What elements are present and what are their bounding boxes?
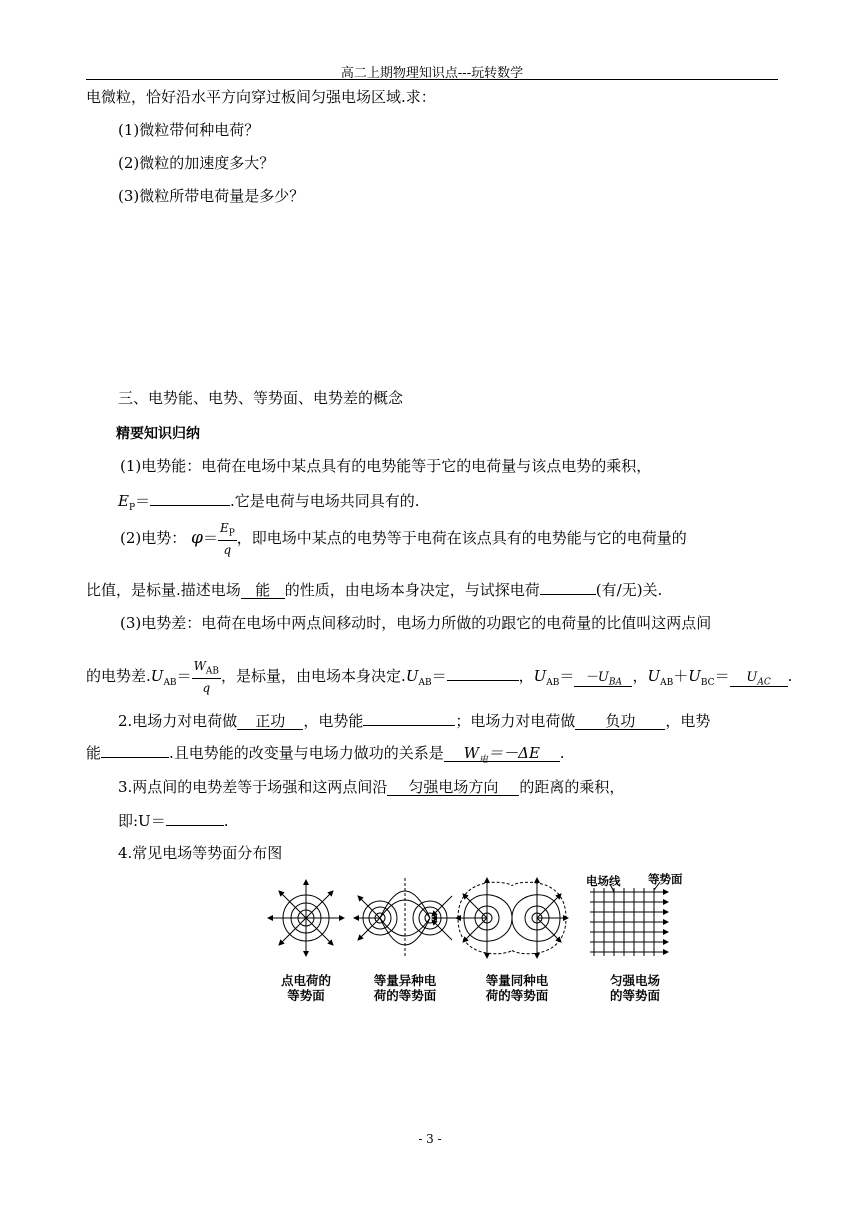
para-voltage-formula: 的电势差$.U_{AB}=$ $\frac{W_{AB}}{q}$ ，是标量，由电场本身决定$.U_{AB}=$ ，$U_{AB}= -U_{BA}$ ，$U_{AB}+U_{BC}= U_{AC}$ . [86,659,793,696]
caption-opposite-charges: 等量异种电 荷的等势面 [373,973,437,1003]
para-field-voltage-formula: 即:U＝ . [118,809,228,831]
question-1: (1)微粒带何种电荷？ [118,121,260,139]
para-potential-2: 比值，是标量.描述电场 能 的性质，由电场本身决定，与试探电荷 (有/无)关. [86,578,662,600]
potential-tail: ，即电场中某点的电势等于电荷在该点具有的电势能与它的电荷量的 [236,529,687,548]
ep-tail: .它是电荷与电场共同具有的. [230,492,420,510]
caption-point-charge: 点电荷的 等势面 [280,973,331,1003]
point-charge-diagram [268,880,344,956]
para-potential: (2)电势： φ＝ $\frac{E_P}{q}$ ，即电场中某点的电势等于电荷在该点具有的电势能与它的电荷量的 [120,521,687,558]
caption-uniform-field: 匀强电场 的等势面 [609,973,660,1003]
uab-fraction: $\frac{W_{AB}}{q}$ [193,659,220,696]
para-field-voltage: 3.两点间的电势差等于场强和这两点间沿 匀强电场方向 的距离的乘积， [118,778,625,796]
potential-lead: (2)电势： [120,529,187,548]
para-voltage: (3)电势差：电荷在电场中两点间移动时，电场力所做的功跟它的电荷量的比值叫这两点间 [120,614,712,632]
blank-energy-change-2 [101,741,169,758]
header-rule [86,79,778,80]
page-number: - 3 - [418,1132,442,1146]
question-2: (2)微粒的加速度多大？ [118,154,275,172]
phi-fraction: $\frac{E_P}{q}$ [219,521,235,558]
label-field-line: 电场线 [586,874,621,888]
uniform-field-diagram [590,882,668,956]
fill-uba: $-U_{BA}$ [574,670,632,687]
opposite-charges-diagram [354,878,456,958]
para-potential-energy: (1)电势能：电荷在电场中某点具有的电势能等于它的电荷量与该点电势的乘积， [120,457,652,475]
fill-energy: 能 [241,582,285,599]
para-work-1: 2.电场力对电荷做 正功 ，电势能 ；电场力对电荷做 负功 ，电势 [118,709,710,731]
blank-ep [150,489,230,506]
fill-negative-work: 负功 [575,713,665,730]
page-header: 高二上期物理知识点---玩转数学 [340,66,524,81]
section-subtitle: 精要知识归纳 [116,426,200,442]
fill-positive-work: 正功 [237,713,303,730]
fill-field-direction: 匀强电场方向 [387,779,519,796]
caption-like-charges: 等量同种电 荷的等势面 [485,973,549,1003]
fill-uac: $U_{AC}$ [730,670,788,687]
blank-uab [447,664,519,681]
blank-energy-change-1 [363,709,455,726]
para-work-2: 能 .且电势能的改变量与电场力做功的关系是 $W_电=-\Delta E$ . [86,741,565,763]
para-potential-energy-formula: $E_P=$ .它是电荷与电场共同具有的. [118,489,420,513]
question-intro: 电微粒，恰好沿水平方向穿过板间匀强电场区域.求： [86,88,436,106]
blank-yes-no [540,578,596,595]
like-charges-diagram [456,878,568,958]
fill-work-relation: $W_电=-\Delta E$ [444,745,560,762]
section-title: 三、电势能、电势、等势面、电势差的概念 [118,389,404,407]
label-equipotential: 等势面 [648,872,683,886]
blank-u [166,809,224,826]
figure-title: 4.常见电场等势面分布图 [118,844,283,862]
question-3: (3)微粒所带电荷量是多少？ [118,187,305,205]
